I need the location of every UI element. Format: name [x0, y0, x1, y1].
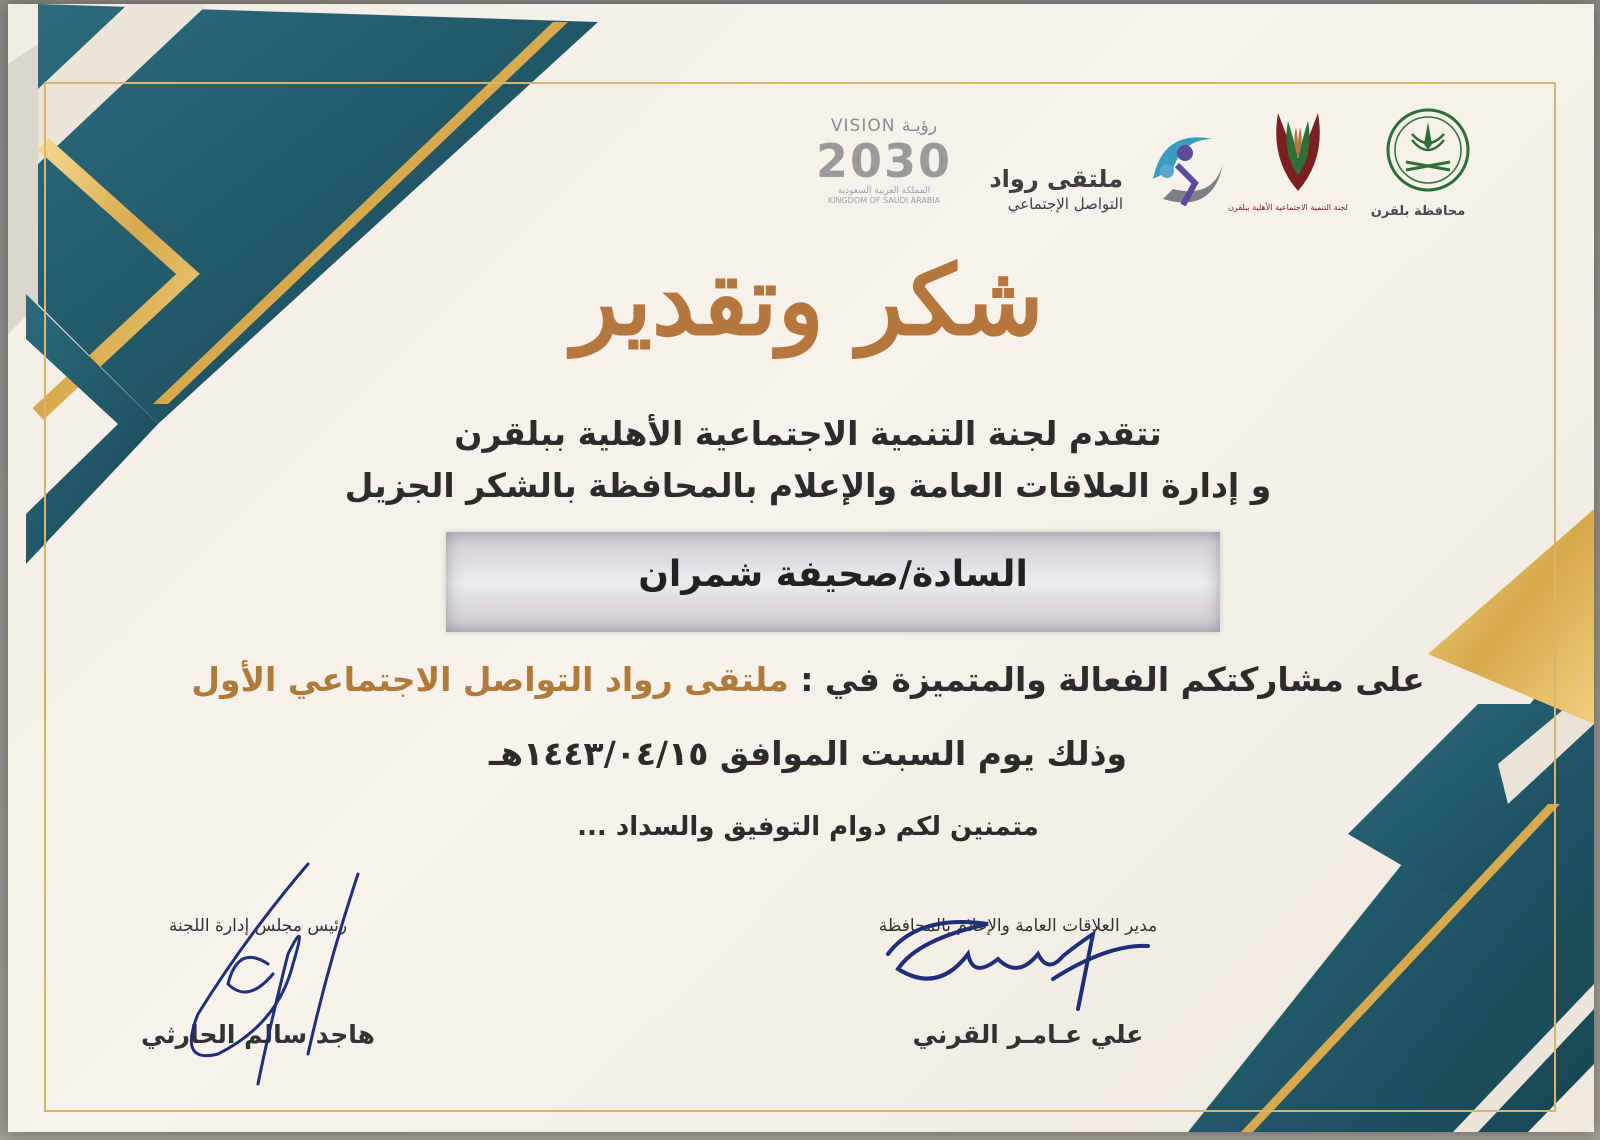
- vision-2030-logo: [804, 116, 964, 221]
- signatory-2-name: هاجد سالم الحارثي: [141, 1020, 375, 1049]
- signatory-1-role: مدير العلاقات العامة والإعلام بالمحافظة: [878, 916, 1158, 936]
- intro-line-2: و إدارة العلاقات العامة والإعلام بالمحافظة بالشكر الجزيل: [344, 466, 1272, 505]
- intro-line-1: تتقدم لجنة التنمية الاجتماعية الأهلية ببلقرن: [454, 414, 1162, 453]
- vision-ar-caption: المملكة العربية السعودية: [837, 186, 931, 196]
- forum-subtitle: التواصل الإجتماعي: [1007, 195, 1123, 213]
- signatory-2-role: رئيس مجلس إدارة اللجنة: [168, 916, 348, 936]
- vision-number: 2030: [815, 134, 953, 188]
- event-name: ملتقى رواد التواصل الاجتماعي الأول: [191, 660, 789, 699]
- forum-name: ملتقى رواد: [989, 165, 1123, 193]
- participation-prefix: على مشاركتكم الفعالة والمتميزة في :: [800, 660, 1425, 699]
- certificate-title: شكر وتقدير: [572, 244, 1044, 357]
- signature-2-handwriting: [158, 854, 398, 1094]
- governorate-caption: محافظة بلقرن: [1370, 204, 1466, 219]
- signatory-1-name: علي عـامـر القرني: [912, 1020, 1144, 1049]
- forum-logo: [983, 119, 1243, 229]
- participation-line: [158, 660, 1458, 699]
- signature-1-handwriting: [878, 884, 1178, 1024]
- recipient-name: السادة/صحيفة شمران: [638, 554, 1028, 595]
- certificate-sheet: [8, 4, 1594, 1132]
- date-line: وذلك يوم السبت الموافق ١٤٤٣/٠٤/١٥هـ: [488, 734, 1128, 773]
- leaf-crest-icon: [1248, 99, 1348, 199]
- governorate-logo: [1370, 104, 1478, 224]
- saudi-emblem-icon: [1378, 104, 1478, 200]
- committee-caption: لجنة التنمية الاجتماعية الأهلية ببلقرن: [1228, 203, 1348, 212]
- vision-label: VISION رؤيـة: [830, 116, 938, 136]
- committee-logo: [1228, 99, 1348, 224]
- vision-en-caption: KINGDOM OF SAUDI ARABIA: [827, 196, 941, 205]
- people-swirl-icon: [1133, 119, 1233, 219]
- wishes-line: متمنين لكم دوام التوفيق والسداد ...: [577, 812, 1039, 842]
